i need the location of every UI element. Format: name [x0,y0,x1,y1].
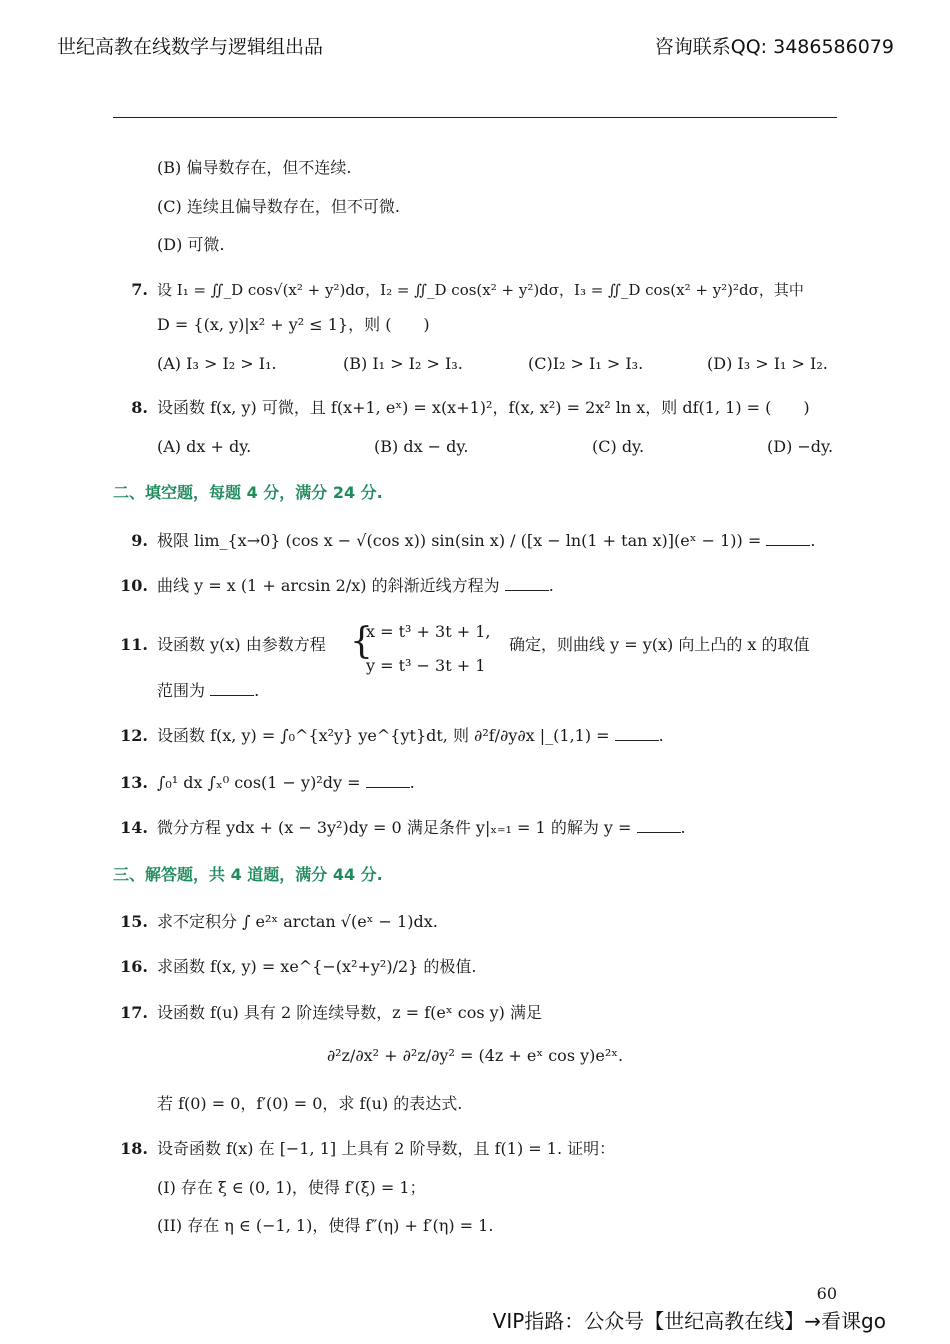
q13-row: ∫₀¹ dx ∫ₓ⁰ cos(1 − y)²dy = . [157,773,415,792]
q13-answer-blank [366,773,410,788]
q8-number: 8. [131,398,148,417]
q10-answer-blank [505,576,549,591]
q6-option-b: (B) 偏导数存在，但不连续. [157,158,352,177]
q17-condition: 若 f(0) = 0，f′(0) = 0，求 f(u) 的表达式. [157,1094,463,1113]
q9-answer-blank [766,531,810,546]
q18-text: 设奇函数 f(x) 在 [−1, 1] 上具有 2 阶导数，且 f(1) = 1. 证明： [157,1139,616,1158]
q10-number: 10. [120,576,148,595]
q11-brace: { [350,621,373,662]
q11-answer-blank [210,681,254,696]
q12-answer-blank [615,726,659,741]
q17-number: 17. [120,1003,148,1022]
header-left-title: 世纪高教在线数学与逻辑组出品 [57,36,324,58]
q6-option-d: (D) 可微. [157,235,225,254]
q14-number: 14. [120,818,148,837]
header-rule [113,117,837,118]
q11-prefix: 设函数 y(x) 由参数方程 [157,635,326,654]
q14-text: 微分方程 ydx + (x − 3y²)dy = 0 满足条件 y|ₓ₌₁ = 1 的解为 y = [157,818,632,837]
q10-row: 曲线 y = x (1 + arcsin 2/x) 的斜渐近线方程为 . [157,576,554,595]
q7-option-b: (B) I₁ > I₂ > I₃. [343,354,463,373]
q14-answer-blank [637,818,681,833]
q11-number: 11. [120,635,148,654]
q15-text: 求不定积分 ∫ e²ˣ arctan √(eˣ − 1)dx. [157,912,438,931]
q7-option-d: (D) I₃ > I₁ > I₂. [707,354,828,373]
q8-option-b: (B) dx − dy. [374,437,469,456]
q12-row: 设函数 f(x, y) = ∫₀^{x²y} ye^{yt}dt, 则 ∂²f/∂y∂x |_(1,1) = . [157,726,664,745]
q14-row: 微分方程 ydx + (x − 3y²)dy = 0 满足条件 y|ₓ₌₁ = 1 的解为 y = . [157,818,686,837]
q9-text: 极限 lim_{x→0} (cos x − √(cos x)) sin(sin x) / ([x − ln(1 + tan x)](eˣ − 1)) = [157,531,762,550]
q12-text: 设函数 f(x, y) = ∫₀^{x²y} ye^{yt}dt, 则 ∂²f/∂y∂x |_(1,1) = [157,726,610,745]
q12-number: 12. [120,726,148,745]
q7-number: 7. [131,280,148,299]
header-contact: 咨询联系QQ: 3486586079 [654,36,894,58]
q7-line2: D = {(x, y)|x² + y² ≤ 1}，则 ( ) [157,315,430,334]
q8-text: 设函数 f(x, y) 可微，且 f(x+1, eˣ) = x(x+1)²，f(x, x²) = 2x² ln x，则 df(1, 1) = ( ) [157,398,810,417]
q7-option-a: (A) I₃ > I₂ > I₁. [157,354,277,373]
q7-line1: 设 I₁ = ∬_D cos√(x² + y²)dσ，I₂ = ∬_D cos(x² + y²)dσ，I₃ = ∬_D cos(x² + y²)²dσ，其中 [157,281,804,299]
q6-option-c: (C) 连续且偏导数存在，但不可微. [157,197,400,216]
q18-number: 18. [120,1139,148,1158]
q9-number: 9. [131,531,148,550]
q13-text: ∫₀¹ dx ∫ₓ⁰ cos(1 − y)²dy = [157,773,361,792]
q11-eq2: y = t³ − 3t + 1 [366,656,486,675]
section-3-heading: 三、解答题，共 4 道题，满分 44 分. [113,865,383,884]
q17-text: 设函数 f(u) 具有 2 阶连续导数，z = f(eˣ cos y) 满足 [157,1003,543,1022]
q9-row: 极限 lim_{x→0} (cos x − √(cos x)) sin(sin x) / ([x − ln(1 + tan x)](eˣ − 1)) = . [157,531,816,550]
q8-option-a: (A) dx + dy. [157,437,252,456]
q17-equation: ∂²z/∂x² + ∂²z/∂y² = (4z + eˣ cos y)e²ˣ. [326,1046,624,1065]
q13-number: 13. [120,773,148,792]
q18-part-2: (II) 存在 η ∈ (−1, 1)，使得 f″(η) + f′(η) = 1. [157,1216,494,1235]
section-2-heading: 二、填空题，每题 4 分，满分 24 分. [113,483,383,502]
q7-option-c: (C)I₂ > I₁ > I₃. [528,354,644,373]
q11-eq1: x = t³ + 3t + 1, [366,622,491,641]
q10-text: 曲线 y = x (1 + arcsin 2/x) 的斜渐近线方程为 [157,576,500,595]
q16-number: 16. [120,957,148,976]
q8-option-d: (D) −dy. [767,437,834,456]
q11-row2: 范围为 . [157,681,260,700]
q8-option-c: (C) dy. [592,437,645,456]
q15-number: 15. [120,912,148,931]
q16-text: 求函数 f(x, y) = xe^{−(x²+y²)/2} 的极值. [157,957,477,976]
q11-line2: 范围为 [157,681,206,700]
footer-promo: VIP指路：公众号【世纪高教在线】→看课go [492,1309,886,1333]
q11-suffix: 确定，则曲线 y = y(x) 向上凸的 x 的取值 [509,635,810,654]
q18-part-1: (I) 存在 ξ ∈ (0, 1)，使得 f′(ξ) = 1； [157,1178,426,1197]
page-number: 60 [816,1284,837,1303]
